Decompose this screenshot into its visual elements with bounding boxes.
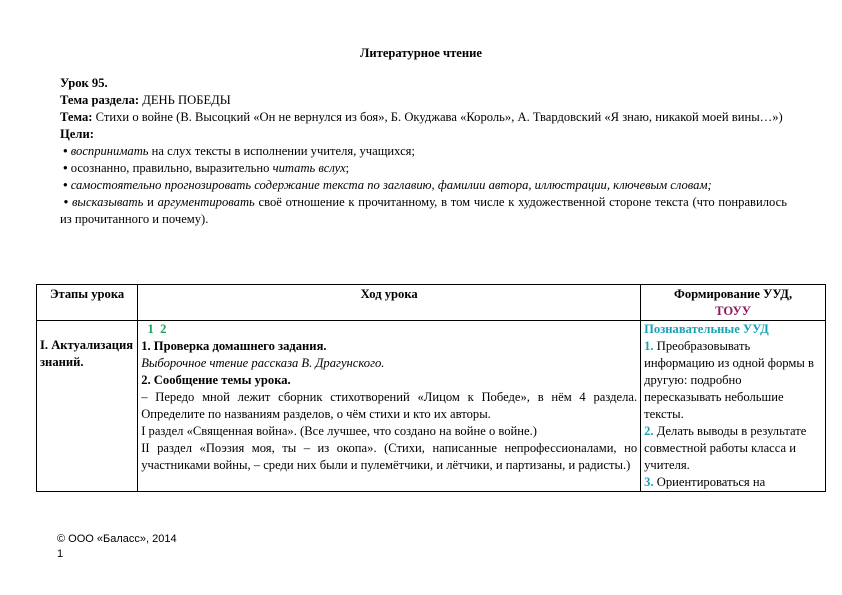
copyright: © ООО «Баласс», 2014 xyxy=(57,533,177,545)
step-paragraph: – Передо мной лежит сборник стихотворений «Лицом к Победе», в нём 4 раздела. Определите по названиям разделов, о чём стихи и кто их авторы. xyxy=(141,390,638,421)
goals-label: Цели: xyxy=(60,127,94,141)
goal-item: • самостоятельно прогнозировать содержание текста по заглавию, фамилии автора, иллюстрации, ключевым словам; xyxy=(63,178,712,192)
topic-value: Стихи о войне (В. Высоцкий «Он не вернулся из боя», Б. Окуджава «Король», А. Твардовский «Я знаю, никакой моей вины…») xyxy=(95,110,783,124)
goal-item: • осознанно, правильно, выразительно читать вслух; xyxy=(63,161,350,175)
header-uud: Формирование УУД, ТОУУ xyxy=(641,285,826,321)
page-title: Литературное чтение xyxy=(360,46,482,60)
step-heading: 1. Проверка домашнего задания. xyxy=(141,339,327,353)
stage-cell: I. Актуализация знаний. xyxy=(37,321,138,492)
page-footer xyxy=(57,532,177,562)
step-numbers: 1 2 xyxy=(147,322,167,336)
lesson-table xyxy=(36,284,826,492)
lesson-number-label: Урок 95. xyxy=(60,76,108,90)
goal-item: • высказывать и аргументировать своё отношение к прочитанному, в том числе к художественной стороне текста (что понравилось из прочитанного и почему). xyxy=(60,195,787,226)
section-value: ДЕНЬ ПОБЕДЫ xyxy=(142,93,231,107)
uud-item: 3. Ориентироваться на xyxy=(644,475,766,489)
section-label: Тема раздела: xyxy=(60,93,140,107)
section-line xyxy=(60,92,787,109)
uud-item: 2. Делать выводы в результате совместной работы класса и учителя. xyxy=(644,424,807,472)
goal-item: • воспринимать на слух тексты в исполнении учителя, учащихся; xyxy=(63,144,415,158)
topic-label: Тема: xyxy=(60,110,93,124)
goals-label-line xyxy=(60,126,787,143)
lesson-header xyxy=(60,75,787,228)
step-heading: 2. Сообщение темы урока. xyxy=(141,373,291,387)
topic-line xyxy=(60,109,787,126)
header-stages: Этапы урока xyxy=(37,285,138,321)
page-number: 1 xyxy=(57,548,64,560)
uud-heading: Познавательные УУД xyxy=(644,322,769,336)
lesson-number xyxy=(60,75,787,92)
header-touu: ТОУУ xyxy=(715,304,751,318)
uud-item: 1. Преобразовывать информацию из одной формы в другую: подробно пересказывать небольшие тексты. xyxy=(644,339,814,421)
step-paragraph: II раздел «Поэзия моя, ты – из окопа». (Стихи, написанные непрофессионалами, но участниками войны, – среди них были и пулемётчики, и лётчики, и партизаны, и радисты.) xyxy=(141,441,638,472)
step-paragraph: I раздел «Священная война». (Все лучшее, что создано на войне о войне.) xyxy=(141,424,537,438)
uud-cell xyxy=(641,321,826,492)
header-course: Ход урока xyxy=(138,285,641,321)
table-header-row xyxy=(37,285,826,321)
step-italic: Выборочное чтение рассказа В. Драгунского. xyxy=(141,356,385,370)
table-row xyxy=(37,321,826,492)
course-cell xyxy=(138,321,641,492)
